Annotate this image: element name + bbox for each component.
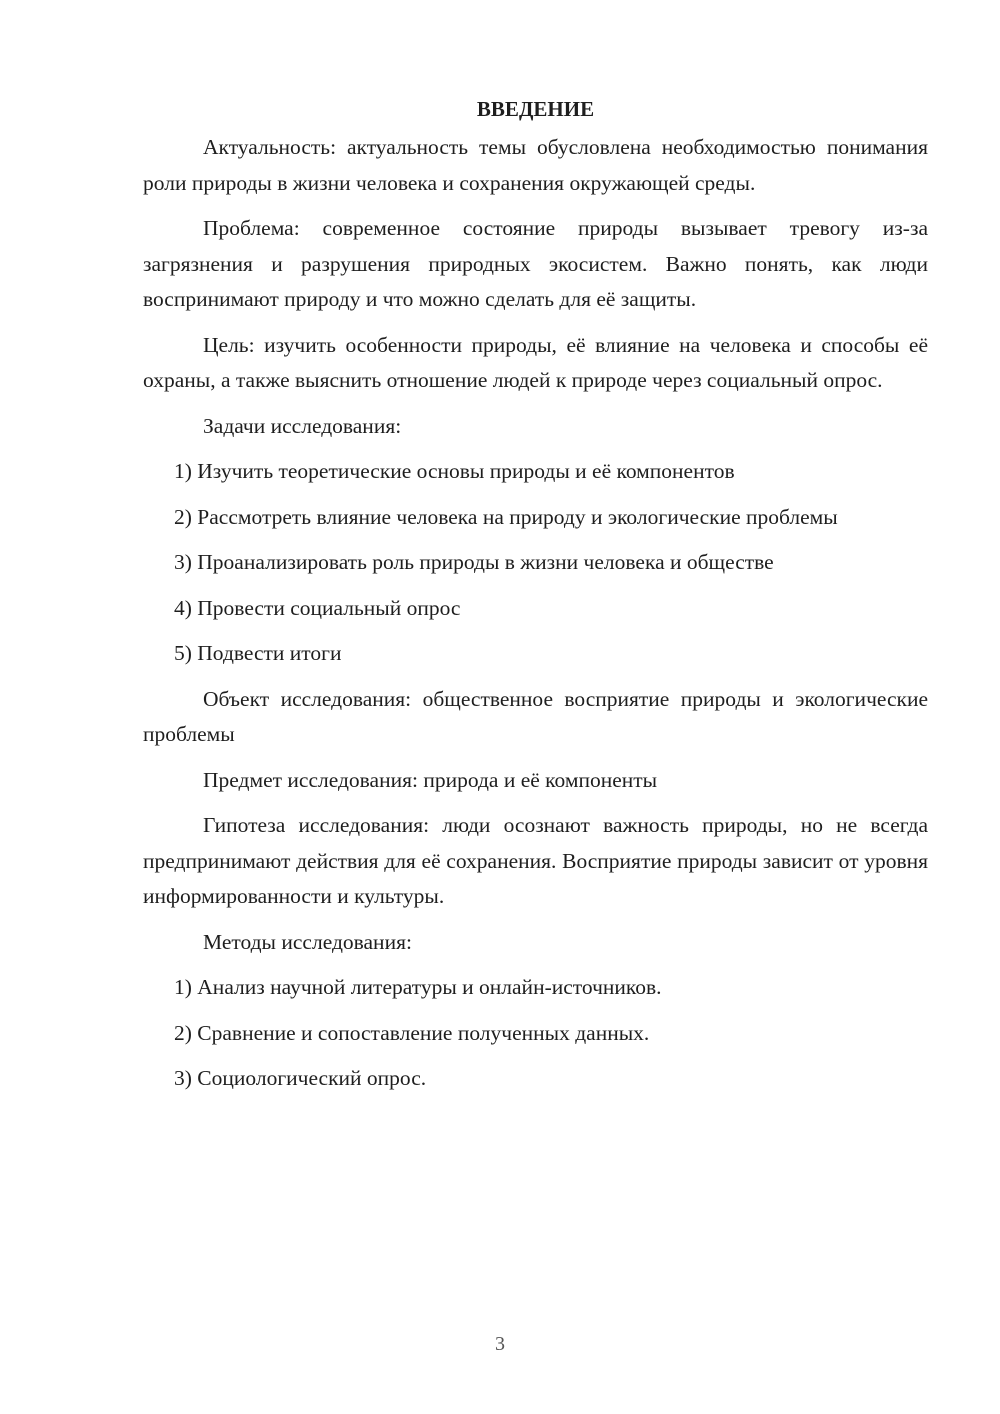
list-item-method-1: 1) Анализ научной литературы и онлайн-источников. — [174, 975, 662, 999]
list-item-method-3: 3) Социологический опрос. — [174, 1066, 427, 1090]
list-item-task-4: 4) Провести социальный опрос — [174, 595, 461, 620]
list-item-task-3: 3) Проанализировать роль природы в жизни человека и обществе — [174, 550, 774, 574]
section-title: ВВЕДЕНИЕ — [476, 97, 595, 121]
list-item-task-2: 2) Рассмотреть влияние человека на природу и экологические проблемы — [174, 504, 838, 529]
paragraph-problem: Проблема: современное состояние природы вызывает тревогу из-за загрязнения и разрушения природных экосистем. Важно понять, как люди воспринимают природу и что можно сделать для её защиты. — [143, 216, 928, 311]
paragraph-hypothesis: Гипотеза исследования: люди осознают важность природы, но не всегда предпринимают действия для её сохранения. Восприятие природы зависит от уровня информированности и культуры. — [143, 813, 928, 908]
list-item-task-5: 5) Подвести итоги — [174, 641, 342, 665]
paragraph-relevance: Актуальность: актуальность темы обусловлена необходимостью понимания роли природы в жизни человека и сохранения окружающей среды. — [143, 135, 928, 195]
document-page — [143, 92, 928, 1107]
paragraph-subject: Предмет исследования: природа и её компоненты — [203, 767, 658, 792]
page-number: 3 — [495, 1333, 505, 1355]
paragraph-tasks-heading: Задачи исследования: — [203, 413, 402, 438]
paragraph-methods-heading: Методы исследования: — [203, 929, 412, 954]
list-item-method-2: 2) Сравнение и сопоставление полученных данных. — [174, 1020, 650, 1045]
paragraph-object: Объект исследования: общественное восприятие природы и экологические проблемы — [143, 686, 928, 746]
list-item-task-1: 1) Изучить теоретические основы природы и её компонентов — [174, 459, 735, 483]
paragraph-goal: Цель: изучить особенности природы, её влияние на человека и способы её охраны, а также выяснить отношение людей к природе через социальный опрос. — [143, 332, 928, 392]
